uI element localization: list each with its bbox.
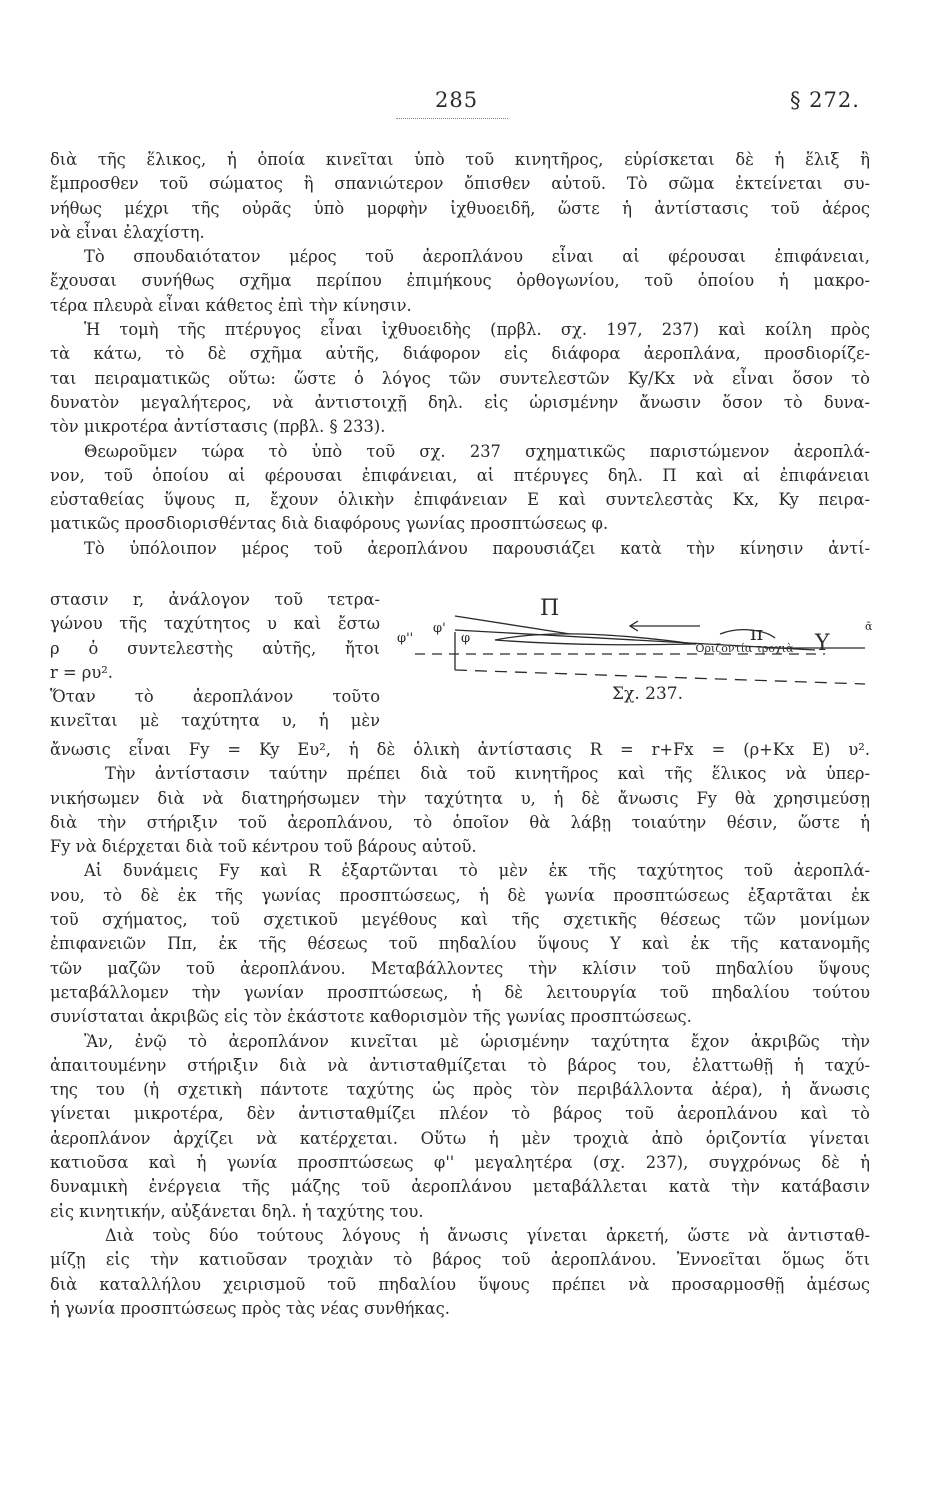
angle-label-phi-prime: φ' xyxy=(433,621,446,636)
stabilizer-label: π xyxy=(750,621,764,645)
text-line: γώνου τῆς ταχύτητος υ καὶ ἔστω xyxy=(50,614,380,634)
horizontal-trajectory-label: Ὁριζοντία τροχιὰ xyxy=(695,642,794,655)
text-line: Τὴν ἀντίστασιν ταύτην πρέπει διὰ τοῦ κινητῆρος καὶ τῆς ἕλικος νὰ ὑπερ- xyxy=(105,764,870,784)
text-line: δυναμικὴ ἐνέργεια τῆς μάζης τοῦ ἀεροπλάνου μεταβάλλεται κατὰ τὴν κατάβασιν xyxy=(50,1177,870,1197)
text-line: τὸν μικροτέρα ἀντίστασις (πρβλ. § 233). xyxy=(50,417,386,437)
text-line: νικήσωμεν διὰ νὰ διατηρήσωμεν τὴν ταχύτητα υ, ἡ δὲ ἄνωσις Fy θὰ χρησιμεύσῃ xyxy=(50,788,870,808)
text-line: κινεῖται μὲ ταχύτητα υ, ἡ μὲν xyxy=(50,711,380,731)
text-line: συνίσταται ἀκριβῶς εἰς τὸν ἑκάστοτε καθορισμὸν τῆς γωνίας προσπτώσεως. xyxy=(50,1007,692,1027)
text-line: ἀεροπλάνον ἀρχίζει νὰ κατέρχεται. Οὕτω ἡ μὲν τροχιὰ ἀπὸ ὁριζοντία γίνεται xyxy=(50,1128,870,1148)
text-line: νὰ εἶναι ἐλαχίστη. xyxy=(50,222,205,242)
text-line: της του (ἡ σχετικὴ πάντοτε ταχύτης ὡς πρὸς τὸν περιβάλλοντα ἀέρα), ἡ ἄνωσις xyxy=(50,1080,870,1100)
elevator-label: Υ xyxy=(815,631,830,656)
page-number-underline xyxy=(396,118,508,119)
text-line: r = ρυ². xyxy=(50,662,113,682)
text-line: κατιοῦσα καὶ ἡ γωνία προσπτώσεως φ'' μεγαλητέρα (σχ. 237), συγχρόνως δὲ ἡ xyxy=(50,1153,870,1173)
text-block-top xyxy=(50,148,870,561)
text-line: Τὸ ὑπόλοιπον μέρος τοῦ ἀεροπλάνου παρουσιάζει κατὰ τὴν κίνησιν ἀντί- xyxy=(84,538,870,558)
text-line: τὰ κάτω, τὸ δὲ σχῆμα αὐτῆς, διάφορον εἰς διάφορα ἀεροπλάνα, προσδιορίζε- xyxy=(50,344,870,364)
text-line: ἔμπροσθεν τοῦ σώματος ἢ σπανιώτερον ὄπισθεν αὐτοῦ. Τὸ σῶμα ἐκτείνεται συ- xyxy=(50,174,870,194)
text-line: ἄνωσις εἶναι Fy = Ky Eυ², ἡ δὲ ὁλικὴ ἀντίστασις R = r+Fx = (ρ+Kx E) υ². xyxy=(50,740,870,759)
text-line: ἔχουσαι συνήθως σχῆμα περίπου ἐπιμήκους ὀρθογωνίου, τοῦ ὁποίου ἡ μακρο- xyxy=(50,271,870,291)
text-line: ματικῶς προσδιορισθέντας διὰ διαφόρους γωνίας προσπτώσεως φ. xyxy=(50,514,609,534)
text-line: διὰ τὴν στήριξιν τοῦ ἀεροπλάνου, τὸ ὁποῖον θὰ λάβῃ τοιαύτην θέσιν, ὥστε ἡ xyxy=(50,812,870,832)
text-line: νήθως μέχρι τῆς οὐρᾶς ὑπὸ μορφὴν ἰχθυοειδῆ, ὥστε ἡ ἀντίστασις τοῦ ἀέρος xyxy=(50,198,870,218)
elevator-profile xyxy=(720,630,775,638)
text-block-bottom xyxy=(50,738,870,1321)
tail-mark-label: ᾶ xyxy=(865,620,873,633)
angle-label-phi: φ xyxy=(461,631,471,646)
text-line: νον, τοῦ ὁποίου αἱ φέρουσαι ἐπιφάνειαι, αἱ πτέρυγες δηλ. Π καὶ αἱ ἐπιφάνειαι xyxy=(50,465,870,485)
text-line: διὰ καταλλήλου χειρισμοῦ τοῦ πηδαλίου ὕψους πρέπει νὰ προσαρμοσθῇ ἀμέσως xyxy=(50,1274,870,1294)
text-line: τοῦ σχήματος, τοῦ σχετικοῦ μεγέθους καὶ τῆς σχετικῆς θέσεως τῶν μονίμων xyxy=(50,910,870,930)
text-line: ἐπιφανειῶν Ππ, ἐκ τῆς θέσεως τοῦ πηδαλίου ὕψους Υ καὶ ἐκ τῆς κατανομῆς xyxy=(50,934,870,954)
text-line: Θεωροῦμεν τώρα τὸ ὑπὸ τοῦ σχ. 237 σχηματικῶς παριστώμενον ἀεροπλά- xyxy=(84,441,870,461)
text-line: νου, τὸ δὲ ἐκ τῆς γωνίας προσπτώσεως, ἡ δὲ γωνία προσπτώσεως ἐξαρτᾶται ἐκ xyxy=(50,885,870,905)
text-line: ται πειραματικῶς οὕτω: ὥστε ὁ λόγος τῶν συντελεστῶν Ky/Kx νὰ εἶναι ὅσον τὸ xyxy=(50,368,870,388)
page-header xyxy=(0,88,951,118)
text-line: διὰ τῆς ἕλικος, ἡ ὁποία κινεῖται ὑπὸ τοῦ κινητῆρος, εὑρίσκεται δὲ ἡ ἕλιξ ἢ xyxy=(50,150,870,169)
text-line: μίζῃ εἰς τὴν κατιοῦσαν τροχιὰν τὸ βάρος τοῦ ἀεροπλάνου. Ἐννοεῖται ὅμως ὅτι xyxy=(50,1250,870,1270)
angle-label-phi-double-prime: φ'' xyxy=(397,631,414,646)
text-line: εἰς κινητικήν, αὐξάνεται δηλ. ἡ ταχύτης του. xyxy=(50,1201,424,1221)
text-line: δυνατὸν μεγαλήτερος, νὰ ἀντιστοιχῇ δηλ. εἰς ὡρισμένην ἄνωσιν ὅσον τὸ δυνα- xyxy=(50,392,870,412)
text-line: Αἱ δυνάμεις Fy καὶ R ἐξαρτῶνται τὸ μὲν ἐκ τῆς ταχύτητος τοῦ ἀεροπλά- xyxy=(84,861,870,881)
text-line: ἀπαιτουμένην στήριξιν διὰ νὰ ἀντισταθμίζεται τὸ βάρος του, ἐλαττωθῇ ἡ ταχύ- xyxy=(50,1055,870,1075)
text-line: γίνεται μικροτέρα, δὲν ἀντισταθμίζει πλέον τὸ βάρος τοῦ ἀεροπλάνου καὶ τὸ xyxy=(50,1104,870,1124)
text-line: Τὸ σπουδαιότατον μέρος τοῦ ἀεροπλάνου εἶναι αἱ φέρουσαι ἐπιφάνειαι, xyxy=(84,247,870,267)
text-block-beside-figure xyxy=(50,588,380,734)
text-line: Ἂν, ἐνῷ τὸ ἀεροπλάνον κινεῖται μὲ ὡρισμένην ταχύτητα ἔχον ἀκριβῶς τὴν xyxy=(84,1031,870,1051)
section-number: § 272. xyxy=(790,88,860,112)
text-line: ρ ὁ συντελεστὴς αὐτῆς, ἤτοι xyxy=(50,638,380,658)
figure-caption: Σχ. 237. xyxy=(612,684,683,704)
text-line: Fy νὰ διέρχεται διὰ τοῦ κέντρου τοῦ βάρους αὐτοῦ. xyxy=(50,837,477,857)
lower-trajectory-line xyxy=(455,670,865,684)
wing-label: Π xyxy=(540,596,560,621)
text-line: στασιν r, ἀνάλογον τοῦ τετρα- xyxy=(50,590,380,609)
text-line: τῶν μαζῶν τοῦ ἀεροπλάνου. Μεταβάλλοντες τὴν κλίσιν τοῦ πηδαλίου ὕψους xyxy=(50,958,870,978)
text-line: εὐσταθείας ὕψους π, ἔχουν ὁλικὴν ἐπιφάνειαν Ε καὶ συντελεστὰς Kx, Ky πειρα- xyxy=(50,490,870,510)
text-line: Ἡ τομὴ τῆς πτέρυγος εἶναι ἰχθυοειδὴς (πρβλ. σχ. 197, 237) καὶ κοίλη πρὸς xyxy=(84,320,870,340)
text-line: Ὅταν τὸ ἀεροπλάνον τοῦτο xyxy=(50,687,380,707)
text-line: μεταβάλλομεν τὴν γωνίαν προσπτώσεως, ἡ δὲ λειτουργία τοῦ πηδαλίου τούτου xyxy=(50,982,870,1002)
text-line: τέρα πλευρὰ εἶναι κάθετος ἐπὶ τὴν κίνησιν. xyxy=(50,295,412,315)
airplane-diagram xyxy=(395,590,880,685)
page-number: 285 xyxy=(435,88,479,112)
text-line: ἡ γωνία προσπτώσεως πρὸς τὰς νέας συνθήκας. xyxy=(50,1298,450,1318)
text-line: Διὰ τοὺς δύο τούτους λόγους ἡ ἄνωσις γίνεται ἀρκετή, ὥστε νὰ ἀντισταθ- xyxy=(105,1225,870,1245)
